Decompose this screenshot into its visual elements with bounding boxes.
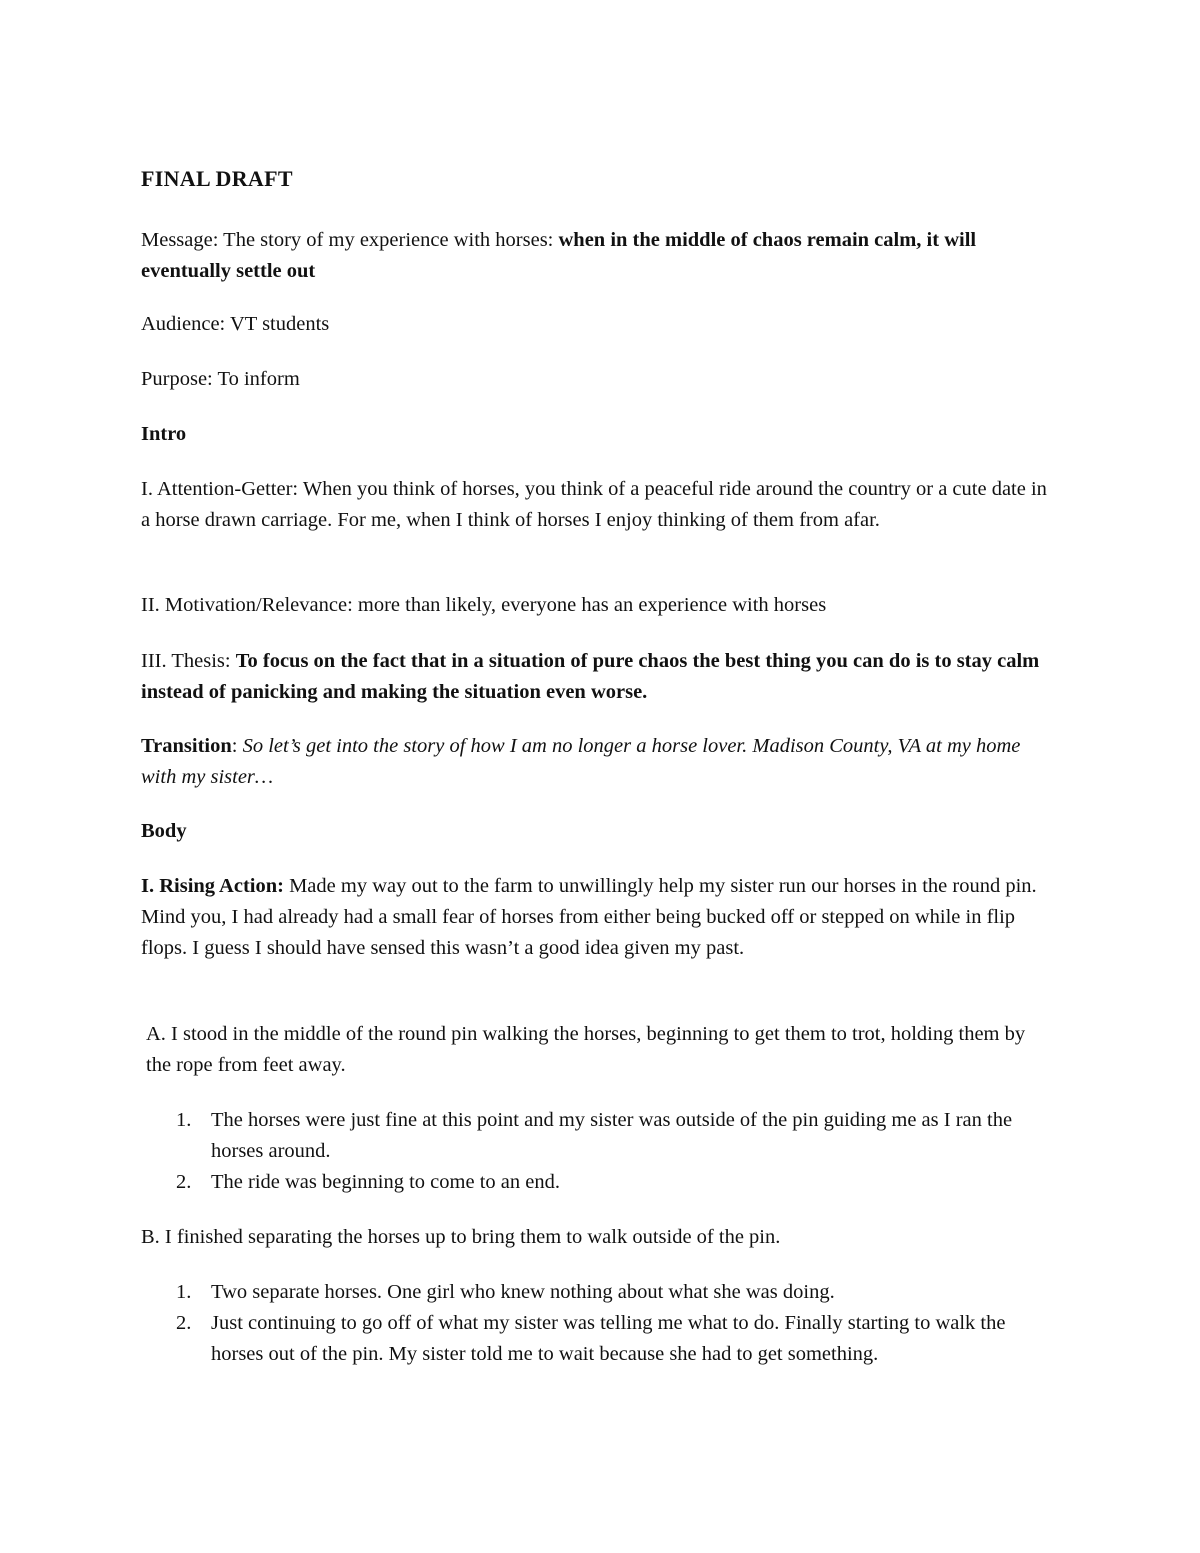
rising-action-text: Made my way out to the farm to unwillingly help my sister run our horses in the round pin. Mind you, I had already had a small fear of horses from either being bucked off or stepped on while in flip flops. I guess I should have sensed this wasn’t a good idea given my past. xyxy=(141,875,1037,959)
message-label: Message: The story of my experience with horses: xyxy=(141,229,559,251)
list-item xyxy=(141,1277,1052,1308)
thesis-bold: To focus on the fact that in a situation of pure chaos the best thing you can do is to stay calm instead of panicking and making the situation even worse. xyxy=(141,650,1040,703)
message-paragraph xyxy=(141,225,1052,287)
point-b-paragraph: B. I finished separating the horses up to bring them to walk outside of the pin. xyxy=(141,1226,781,1248)
list-item xyxy=(141,1308,1052,1370)
transition-paragraph xyxy=(141,731,1052,793)
motivation-paragraph: II. Motivation/Relevance: more than likely, everyone has an experience with horses xyxy=(141,594,827,616)
document-title: FINAL DRAFT xyxy=(141,166,293,191)
thesis-label: III. Thesis: xyxy=(141,650,236,672)
message-bold: when in the middle of chaos remain calm, it will eventually settle out xyxy=(141,229,977,282)
audience-paragraph: Audience: VT students xyxy=(141,313,330,335)
list-item-text: The horses were just fine at this point and my sister was outside of the pin guiding me as I ran the horses around. xyxy=(211,1109,1013,1162)
list-number: 1. xyxy=(176,1109,192,1131)
list-item xyxy=(141,1167,1052,1198)
list-number: 1. xyxy=(176,1281,192,1303)
transition-label: Transition xyxy=(141,735,232,757)
rising-action-paragraph xyxy=(141,871,1052,964)
body-heading xyxy=(141,816,1052,847)
intro-heading xyxy=(141,419,1052,450)
list-number: 2. xyxy=(176,1171,192,1193)
list-item-text: Just continuing to go off of what my sister was telling me what to do. Finally starting to walk the horses out of the pin. My sister told me to wait because she had to get something. xyxy=(211,1312,1006,1365)
body-heading-text: Body xyxy=(141,820,187,842)
thesis-paragraph xyxy=(141,646,1052,708)
transition-italic: So let’s get into the story of how I am no longer a horse lover. Madison County, VA at my home with my sister… xyxy=(141,735,1021,788)
intro-heading-text: Intro xyxy=(141,423,187,445)
point-a-paragraph: A. I stood in the middle of the round pin walking the horses, beginning to get them to trot, holding them by the rope from feet away. xyxy=(146,1023,1026,1076)
rising-action-label: I. Rising Action: xyxy=(141,875,290,897)
list-b xyxy=(141,1277,1052,1370)
list-item-text: The ride was beginning to come to an end. xyxy=(211,1171,560,1193)
list-item-text: Two separate horses. One girl who knew nothing about what she was doing. xyxy=(211,1281,835,1303)
transition-colon: : xyxy=(231,735,243,757)
attention-getter-paragraph: I. Attention-Getter: When you think of horses, you think of a peaceful ride around the country or a cute date in a horse drawn carriage. For me, when I think of horses I enjoy thinking of them from afar. xyxy=(141,478,1047,531)
purpose-paragraph: Purpose: To inform xyxy=(141,368,300,390)
list-item xyxy=(141,1105,1052,1167)
list-a xyxy=(141,1105,1052,1198)
list-number: 2. xyxy=(176,1312,192,1334)
